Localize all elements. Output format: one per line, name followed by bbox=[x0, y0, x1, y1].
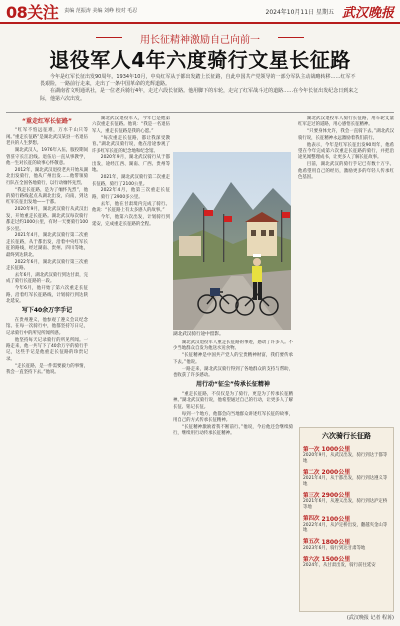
timeline-item-distance: 1800公里 bbox=[321, 538, 351, 546]
subheading: 写下40余万字手记 bbox=[21, 307, 73, 315]
divider bbox=[6, 112, 394, 113]
timeline-item-desc: 2022年4月，从泸定桥出发，翻越夹金山等地 bbox=[303, 522, 388, 534]
photo-image bbox=[173, 152, 291, 330]
article-column-3: 湖北武汉退役军人重走长征路的事迹，感动了许多人。不少当地群众自发为他送水送食物。 “长征精神是中国共产党人的宝贵精神财富，我们要传承下去。”他说。 一路走来，湖北武汉骑行得到了各地群众的支持与帮助，也收获了许多感动。 用行动“征尘”传承长征精神 “重走长征路，不仅仅是为了骑行，更是为了传承长征精神。”湖北武汉骑行说，他希望通过自己的行动，让更多人了解长征、铭记长征。 每到一个地方，他都会向当地群众讲述红军长征的故事，用自己的方式传承长征精神。 “长征精神激励着我不断前行。”他说，今后他还会继续骑行，继续用行动传承长征精神。 bbox=[173, 340, 293, 437]
timeline-item-desc: 2023年6月，骑行到达甘肃等地 bbox=[303, 545, 366, 551]
editors-credit: 责编 范振涛 美编 刘峥 校对 毛忍 bbox=[64, 8, 138, 14]
page-header bbox=[0, 0, 400, 24]
timeline-item bbox=[303, 444, 390, 464]
article-column-2: 湖北武汉退役军人，今年已是他第六次重走长征路。他说：“我是一名退伍军人，重走长征路是我的心愿。” “每次重走长征路，都让我深受教育。”湖北武汉骑行说，他在沿途参观了许多红军长征的纪念地和纪念馆。 2020年9月，湖北武汉骑行从于都出发，途经江西、湖南、广西、贵州等地。 2021年，湖北武汉骑行第二次重走长征路，骑行了2100公里。 2022年4月，他第三次重走长征路，骑行了2900多公里。 去年，他在甘肃境内完成了骑行。他说：“长征路上有太多感人的故事。” 今年，他第六次出发，计划骑行到延安，完成重走长征路的全程。 bbox=[92, 116, 170, 227]
timeline-item bbox=[303, 554, 390, 569]
masthead-logo: 武汉晚报 bbox=[341, 5, 394, 21]
timeline-box bbox=[299, 427, 394, 612]
article-column-4: 湖北武汉退役军人骑行长征路，用车轮丈量红军走过的道路，用心感悟长征精神。 “只要身体允许，我会一直骑下去。”湖北武汉骑行说，长征精神永远激励着我们前行。 他表示，今年是红军长征出发90周年，他希望在今年完成第六次重走长征路的骑行，并把沿途见闻整理成书，让更多人了解长征故事。 目前，湖北武汉的骑行手记已有数十万字。他希望用自己的经历，激励更多的年轻人传承红色基因。 bbox=[298, 116, 394, 181]
timeline-item-label: 第四次 bbox=[303, 516, 320, 523]
headline: 退役军人4年六度骑行文星长征路 bbox=[49, 48, 351, 72]
footer-credit: (武汉晚报 记者 程苒) bbox=[346, 615, 394, 621]
timeline-title: 六次骑行长征路 bbox=[322, 432, 371, 440]
subheading: “重走红军长征路” bbox=[22, 118, 72, 125]
cyclist-photo bbox=[173, 152, 291, 330]
timeline-item-label: 第六次 bbox=[303, 556, 320, 563]
timeline-item-distance: 1500公里 bbox=[321, 556, 351, 564]
timeline-item-distance: 1000公里 bbox=[321, 446, 351, 453]
section-label: 08关注 bbox=[6, 2, 59, 22]
lead-paragraph: 今年是红军长征出发90周年。1934年10月，中央红军从于都出发踏上长征路，自此中国共产党领导的一部分军队主动战略转移……红军不畏艰险，一路前行走来，走出了一条中国革命的光辉道路。 在湖南省文明通讯社，是一位老兵骑行4年，走过六段长征路。他用脚下的车轮，走完了红军战斗过的道路……在今年长征出发纪念日到来之际，他第六次出发。 bbox=[40, 74, 359, 102]
timeline-item-label: 第三次 bbox=[303, 492, 320, 499]
timeline-item bbox=[303, 490, 390, 510]
timeline-item-label: 第二次 bbox=[303, 469, 320, 476]
timeline-item-desc: 2024年，从甘肃出发，骑行前往延安 bbox=[303, 563, 376, 569]
timeline-item-desc: 2020年9月，从武汉出发，骑行到达于都等地 bbox=[303, 453, 388, 464]
timeline-item-desc: 2021年6月，从遵义出发，骑行到达泸定桥等地 bbox=[303, 499, 388, 510]
subheading: 用行动“征尘”传承长征精神 bbox=[196, 381, 270, 389]
timeline-item-label: 第五次 bbox=[303, 539, 320, 546]
timeline-item bbox=[303, 467, 390, 487]
timeline-item-distance: 2000公里 bbox=[321, 469, 351, 477]
photo-caption: 湖北武汉骑行途中留影。 bbox=[173, 332, 224, 337]
timeline-item bbox=[303, 514, 390, 534]
timeline-item-distance: 2100公里 bbox=[321, 515, 351, 523]
timeline-item-desc: 2021年4月，从于都出发，骑行到达遵义等地 bbox=[303, 476, 388, 487]
timeline-item bbox=[303, 537, 390, 552]
timeline-item-distance: 2900公里 bbox=[321, 492, 351, 500]
article-column-1: “重走红军长征路” “红军不怕远征难，万水千山只等闲。”重走长征路”是湖北武汉某县一名退伍老兵的人生梦想。 湖北武汉人，1976年入伍，服役期间曾驻守长江沿线。退伍后一直从事教学，他一生对长征的故事心怀敬意。 2012年，湖北武汉退役老兵开始从湖北出发骑行，他从广州出发……他带领骑行队在全国各地骑行，以行动缅怀先烈。 “我走长征路，是为了缅怀先烈”，他的骑行路线起点从湖北出发，向南，到达红军长征出发地——于都。 2020年9月，湖北武汉骑行从武汉出发，开始重走长征路。湖北武汉每次骑行都走过约1000公里，有时一天要骑行100多公里。 2021年4月，湖北武汉骑行第二次重走长征路，从于都出发，沿着中央红军长征的路线，经过湖南、贵州、四川等地，最终到达陕北。 2022年6月，湖北武汉骑行第三次重走长征路。 去年6月，湖北武汉骑行到达甘肃，完成了骑行长征路的一段。 今年6月，他开始了第六次重走长征路，沿着红军长征路线，计划骑行到达陕北延安。 写下40余万字手记 在贵州遵义，他参观了遵义会议纪念馆。在每一次骑行中，他都坚持写日记，记录骑行中的所见所闻所感。 他坚持每天记录骑行的所见所闻。一路走来，他一共写下了40余万字的骑行手记，这些手记是他重走长征路的珍贵记录。 “走长征路，是一件需要毅力的事情，我会一直坚持下去。”他说。 bbox=[6, 118, 88, 376]
kicker: 用长征精神激励自己向前一 bbox=[140, 35, 260, 46]
timeline-item-label: 第一次 bbox=[303, 446, 320, 453]
issue-date: 2024年10月11日 星期五 bbox=[265, 8, 334, 16]
